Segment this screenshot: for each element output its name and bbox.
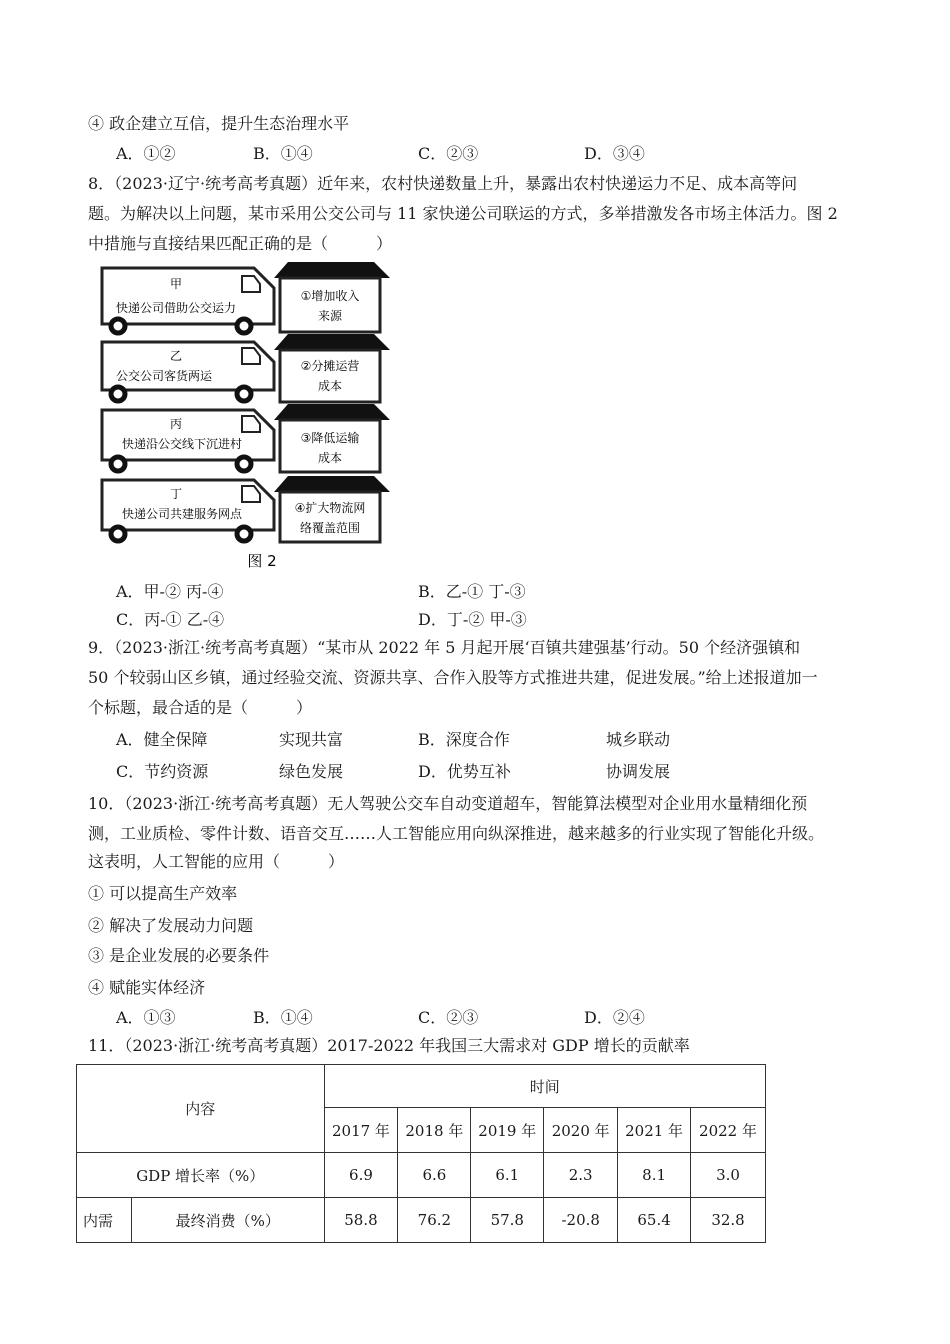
q10-item-2: ② 解决了发展动力问题 — [88, 916, 254, 935]
q9-stem-line-2: 50 个较弱山区乡镇，通过经验交流、资源共享、合作入股等方式推进共建，促进发展。”给上述报道加一 — [88, 668, 818, 687]
row-label: 最终消费（%） — [131, 1198, 324, 1243]
q9-option-c-value: 绿色发展 — [279, 762, 344, 781]
q10-item-1: ① 可以提高生产效率 — [88, 884, 238, 903]
year-2019: 2019 年 — [471, 1108, 544, 1153]
cell: 3.0 — [691, 1153, 766, 1198]
q9-option-d[interactable]: D．优势互补 — [418, 762, 511, 781]
truck-ding — [102, 480, 274, 541]
truck-ding-text: 快递公司共建服务网点 — [121, 507, 243, 521]
q9-stem-line-3: 个标题，最合适的是（ ） — [88, 698, 313, 717]
house-3-line-1: ③降低运输 — [300, 431, 360, 445]
truck-yi — [102, 342, 274, 401]
cell: 2.3 — [544, 1153, 618, 1198]
cell: 57.8 — [471, 1198, 544, 1243]
q8-stem-line-2: 题。为解决以上问题，某市采用公交公司与 11 家快递公司联运的方式，多举措激发各市场主体活力。图 2 — [88, 204, 838, 223]
q10-option-b[interactable]: B．①④ — [253, 1008, 313, 1027]
q8-option-a[interactable]: A．甲-② 丙-④ — [116, 582, 224, 601]
q10-item-4: ④ 赋能实体经济 — [88, 978, 206, 997]
house-1-line-1: ①增加收入 — [300, 289, 360, 303]
truck-yi-text: 公交公司客货两运 — [115, 369, 213, 383]
figure-caption: 图 2 — [247, 552, 277, 570]
header-time: 时间 — [324, 1065, 765, 1108]
cell: 32.8 — [691, 1198, 766, 1243]
q9-option-d-value: 协调发展 — [606, 762, 671, 781]
q10-stem-line-1: 10．（2023·浙江·统考高考真题）无人驾驶公交车自动变道超车，智能算法模型对企业用水量精细化预 — [88, 794, 808, 813]
q9-option-b-value: 城乡联动 — [606, 730, 671, 749]
q8-option-c[interactable]: C．丙-① 乙-④ — [116, 610, 225, 629]
house-4 — [274, 476, 390, 542]
house-3-line-2: 成本 — [317, 451, 343, 465]
q9-option-c[interactable]: C．节约资源 — [116, 762, 209, 781]
house-1 — [274, 262, 390, 332]
q9-option-b[interactable]: B．深度合作 — [418, 730, 510, 749]
cell: 65.4 — [618, 1198, 691, 1243]
year-2020: 2020 年 — [544, 1108, 618, 1153]
q10-option-c[interactable]: C．②③ — [418, 1008, 479, 1027]
truck-yi-tag: 乙 — [169, 349, 183, 363]
q11-title: 11．（2023·浙江·统考高考真题）2017-2022 年我国三大需求对 GDP 增长的贡献率 — [88, 1036, 690, 1055]
truck-bing — [102, 410, 274, 471]
truck-jia — [102, 268, 274, 333]
cell: 6.6 — [398, 1153, 471, 1198]
cell: 58.8 — [324, 1198, 398, 1243]
cell: 8.1 — [618, 1153, 691, 1198]
cell: 6.1 — [471, 1153, 544, 1198]
cell: 76.2 — [398, 1198, 471, 1243]
figure-2 — [96, 262, 396, 574]
q10-stem-line-2: 测，工业质检、零件计数、语音交互……人工智能应用向纵深推进，越来越多的行业实现了智能化升级。 — [88, 824, 825, 843]
truck-jia-tag: 甲 — [169, 277, 183, 291]
q9-stem-line-1: 9．（2023·浙江·统考高考真题）“某市从 2022 年 5 月起开展‘百镇共建强基’行动。50 个经济强镇和 — [88, 638, 801, 657]
house-2 — [274, 334, 390, 402]
q7-option-c[interactable]: C．②③ — [418, 144, 479, 163]
year-2018: 2018 年 — [398, 1108, 471, 1153]
house-4-line-1: ④扩大物流网 — [294, 501, 366, 515]
q7-item-4: ④ 政企建立互信，提升生态治理水平 — [88, 114, 350, 133]
truck-bing-text: 快递沿公交线下沉进村 — [121, 437, 243, 451]
header-content: 内容 — [77, 1065, 325, 1153]
q8-option-d[interactable]: D．丁-② 甲-③ — [418, 610, 527, 629]
q7-option-a[interactable]: A．①② — [116, 144, 176, 163]
table-row-gdp-growth — [77, 1153, 766, 1198]
house-1-line-2: 来源 — [317, 309, 343, 323]
row-group: 内需 — [77, 1198, 132, 1243]
q8-option-b[interactable]: B．乙-① 丁-③ — [418, 582, 526, 601]
year-2022: 2022 年 — [691, 1108, 766, 1153]
house-3 — [274, 404, 390, 472]
cell: -20.8 — [544, 1198, 618, 1243]
q10-item-3: ③ 是企业发展的必要条件 — [88, 946, 270, 965]
truck-ding-tag: 丁 — [169, 487, 183, 501]
row-label: GDP 增长率（%） — [77, 1153, 325, 1198]
truck-bing-tag: 丙 — [169, 417, 183, 431]
house-4-line-2: 络覆盖范围 — [299, 521, 361, 535]
gdp-contribution-table — [76, 1064, 766, 1243]
figure-2-drawing — [96, 262, 396, 574]
q7-option-b[interactable]: B．①④ — [253, 144, 313, 163]
q8-stem-line-3: 中措施与直接结果匹配正确的是（ ） — [88, 234, 393, 253]
q9-option-a[interactable]: A．健全保障 — [116, 730, 208, 749]
table-row-final-consumption — [77, 1198, 766, 1243]
q10-option-a[interactable]: A．①③ — [116, 1008, 176, 1027]
truck-jia-text: 快递公司借助公交运力 — [115, 301, 237, 315]
q10-stem-line-3: 这表明，人工智能的应用（ ） — [88, 852, 345, 871]
q10-option-d[interactable]: D．②④ — [584, 1008, 645, 1027]
year-2017: 2017 年 — [324, 1108, 398, 1153]
cell: 6.9 — [324, 1153, 398, 1198]
q8-stem-line-1: 8．（2023·辽宁·统考高考真题）近年来，农村快递数量上升，暴露出农村快递运力不足、成本高等问 — [88, 174, 798, 193]
house-2-line-2: 成本 — [317, 379, 343, 393]
year-2021: 2021 年 — [618, 1108, 691, 1153]
house-2-line-1: ②分摊运营 — [300, 359, 360, 373]
q7-option-d[interactable]: D．③④ — [584, 144, 645, 163]
q9-option-a-value: 实现共富 — [279, 730, 344, 749]
